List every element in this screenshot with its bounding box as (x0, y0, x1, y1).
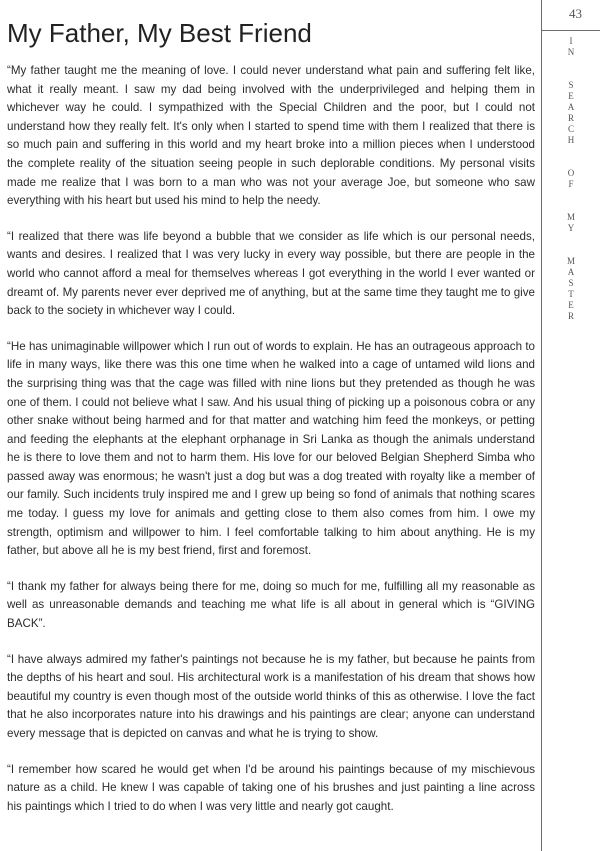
running-head-space (566, 234, 576, 256)
running-head-letter: O (567, 168, 575, 178)
running-head-letter: E (568, 300, 574, 310)
running-head-letter: F (568, 179, 574, 189)
running-head-letter: R (567, 311, 574, 321)
margin-rule (541, 0, 542, 851)
running-head-letter: M (566, 212, 575, 222)
running-head-letter: S (568, 80, 574, 90)
body-text (7, 62, 535, 816)
paragraph: “He has unimaginable willpower which I run out of words to explain. He has an outrageous approach to life in many ways, like there was this one time when he walked into a cage of untamed wild lions and the surprising thing was that the cage was filled with nine lions but they pretended as though he was one of them. I could not believe what I saw. And his usual thing of picking up a poisonous cobra or any other snake without being harmed and for that matter and watching him feed the monkeys, or petting and feeding the elephants at the elephant orphanage in Sri Lanka as though the animals understand he is there to love them and not to harm them. His love for our beloved Belgian Shepherd Simba who passed away was enormous; he wasn't just a dog but was a dog treated with royalty like a member of our family. Such incidents truly inspired me and I grew up being so fond of animals that nothing scares me today. I guess my love for animals and getting close to them also comes from him. I owe my strength, optimism and willpower to him. I feel comfortable talking to him about anything. He is my father, but above all he is my best friend, first and foremost. (7, 339, 535, 558)
running-head-letter: Y (567, 223, 575, 233)
running-head-letter: N (567, 47, 575, 57)
running-head-letter: M (566, 256, 575, 266)
page-title: My Father, My Best Friend (7, 18, 312, 48)
paragraph: “I have always admired my father's paintings not because he is my father, but because he paints from the depths of his heart and soul. His architectural work is a manifestation of his dream that shows how beautiful my country is even though most of the outside world thinks of this as otherwise. I love the fact that he also incorporates nature into his drawings and his paintings are clear; anyone can understand every message that is depicted on canvas and what he is trying to show. (7, 652, 535, 740)
running-head-space (566, 58, 576, 80)
paragraph: “I remember how scared he would get when I'd be around his paintings because of my mischievous nature as a child. He knew I was capable of taking one of his brushes and just painting a line across his paintings which I tried to do when I was very little and nearly got caught. (7, 762, 535, 813)
running-head-letter: H (567, 135, 575, 145)
running-head-letter: E (568, 91, 574, 101)
running-head-letter: A (567, 102, 575, 112)
paragraph: “I realized that there was life beyond a bubble that we consider as life which is our personal needs, wants and desires. I realized that I was very lucky in every way possible, but there are people in the world who cannot afford a meal for themselves whereas I got everything in the world I ever wanted or dreamt of. My parents never ever deprived me of anything, but at the same time they taught me to give back to the society in whichever way I could. (7, 229, 535, 318)
paragraph: “My father taught me the meaning of love. I could never understand what pain and suffering felt like, what it really meant. I saw my dad being involved with the underprivileged and helping them in whichever way he could. I sympathized with the Special Children and the poor, but I could not understand how they really felt. It's only when I started to spend time with them I realized that there is so much pain and suffering in this world and my heart broke into a million pieces when I understood the complete reality of the situation seeing people in such deplorable conditions. My personal visits made me realize that I was born to a man who was not your average Joe, but someone who saw everything with his heart but used his mind to help the needy. (7, 64, 535, 208)
running-head-letter: A (567, 267, 575, 277)
running-head (566, 36, 576, 322)
paragraph: “I thank my father for always being there for me, doing so much for me, fulfilling all my reasonable as well as unreasonable demands and teaching me what life is all about in general which is “GIVING BACK”. (7, 579, 535, 631)
page-number: 43 (569, 6, 582, 21)
running-head-letter: C (567, 124, 574, 134)
running-head-letter: I (569, 36, 573, 46)
running-head-space (566, 146, 576, 168)
running-head-letter: T (568, 289, 574, 299)
running-head-letter: R (567, 113, 574, 123)
running-head-letter: S (568, 278, 574, 288)
page-number-rule (541, 30, 600, 31)
running-head-space (566, 190, 576, 212)
